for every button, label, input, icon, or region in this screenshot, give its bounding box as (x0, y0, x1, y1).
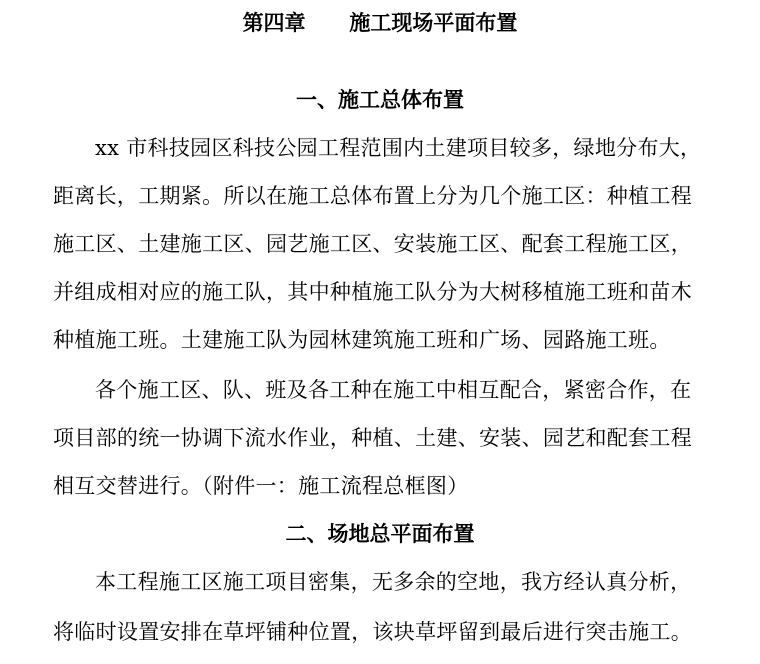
chapter-title: 第四章 施工现场平面布置 (242, 10, 518, 35)
paragraph-line: 将临时设置安排在草坪铺种位置，该块草坪留到最后进行突击施工。 (53, 620, 692, 644)
paragraph-line: xx 市科技园区科技公园工程范围内土建项目较多，绿地分布大， (95, 136, 702, 160)
paragraph-line: 施工区、土建施工区、园艺施工区、安装施工区、配套工程施工区， (53, 232, 692, 256)
paragraph-line: 本工程施工区施工项目密集，无多余的空地，我方经认真分析， (95, 570, 692, 594)
paragraph-line: 并组成相对应的施工队，其中种植施工队分为大树移植施工班和苗木 (53, 280, 692, 304)
paragraph-line: 距离长，工期紧。所以在施工总体布置上分为几个施工区：种植工程 (53, 184, 692, 208)
section-heading-overall-layout: 一、施工总体布置 (296, 87, 464, 112)
paragraph-line: 各个施工区、队、班及各工种在施工中相互配合，紧密合作，在 (95, 378, 692, 402)
paragraph-line: 相互交替进行。（附件一：施工流程总框图） (53, 474, 469, 498)
paragraph-line: 项目部的统一协调下流水作业，种植、土建、安装、园艺和配套工程 (53, 426, 692, 450)
paragraph-line: 种植施工班。土建施工队为园林建筑施工班和广场、园路施工班。 (53, 328, 671, 352)
section-heading-site-plan: 二、场地总平面布置 (285, 521, 475, 546)
